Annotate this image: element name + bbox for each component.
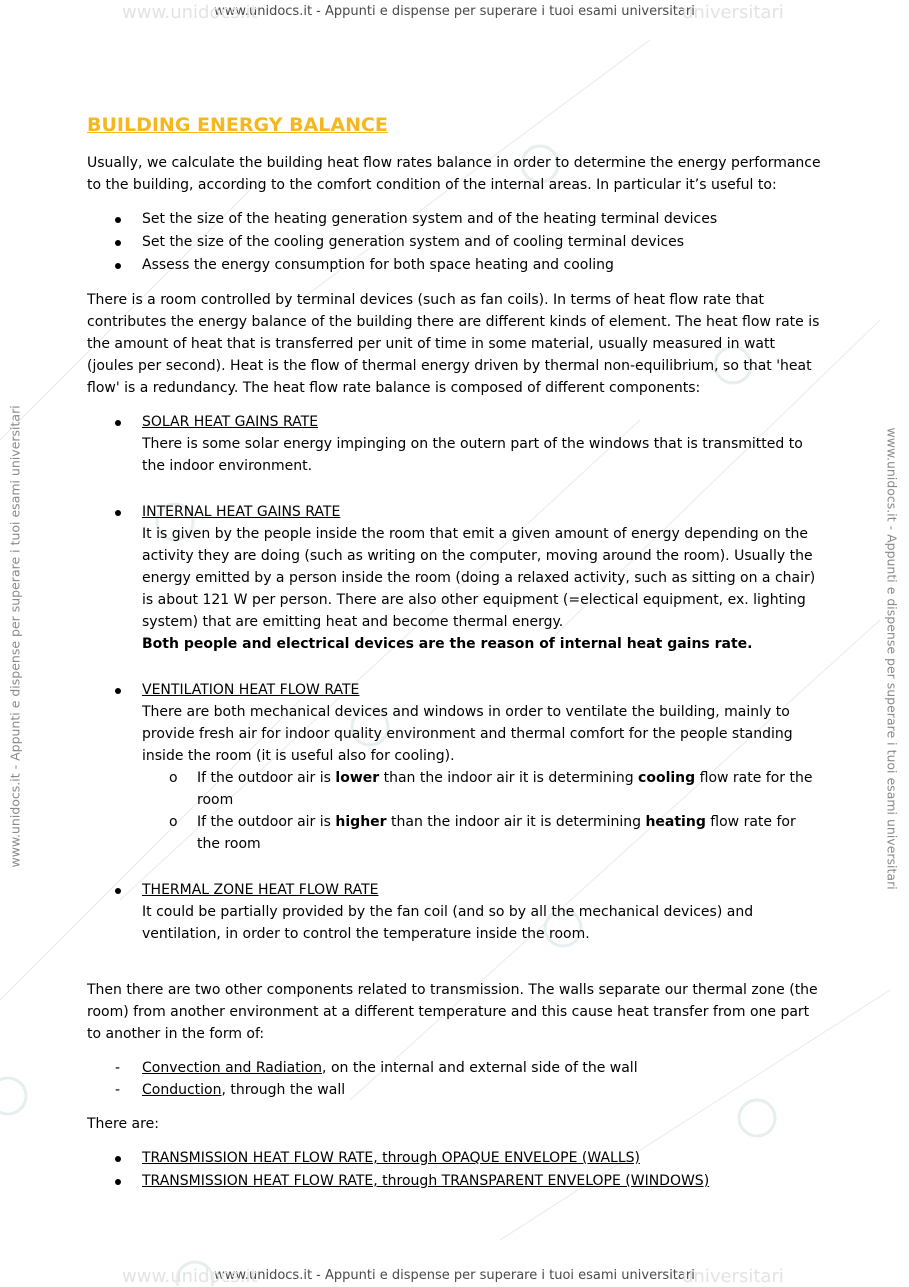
text-run: If the outdoor air is (197, 770, 336, 786)
footer-watermark-text: www.unidocs.it - Appunti e dispense per superare i tuoi esami universitari (214, 1268, 695, 1283)
text-run: lower (335, 770, 380, 786)
term-description: , on the internal and external side of the wall (322, 1060, 638, 1076)
list-item (87, 1057, 822, 1079)
text-run: than the indoor air it is determining (379, 770, 639, 786)
heat-flow-paragraph: There is a room controlled by terminal devices (such as fan coils). In terms of heat flow rate that contributes the energy balance of the building there are different kinds of element. The heat flow rate is the amount of heat that is transferred per unit of time in some material, usually measured in watt (joules per second). Heat is the flow of thermal energy driven by thermal non-equilibrium, so that 'heat flow' is a redundancy. The heat flow rate balance is composed of different components: (87, 292, 820, 396)
text-run: higher (335, 814, 387, 830)
footer-ghost-left: www.unidocs.it (122, 1266, 258, 1287)
circle-bullet-icon: o (169, 770, 178, 786)
list-item: Set the size of the heating generation system and of the heating terminal devices (87, 208, 822, 231)
text-run: flow rate for the room (197, 814, 796, 852)
thermal-zone-section (87, 879, 822, 945)
internal-section (87, 501, 822, 655)
list-item: Assess the energy consumption for both space heating and cooling (87, 254, 822, 277)
text-run: cooling (638, 770, 696, 786)
section-text: It is given by the people inside the room that emit a given amount of energy depending on the activity they are doing (such as writing on the computer, moving around the room). Usually the energy emitted by a person inside the room (doing a relaxed activity, such as sitting on a chair) is about 121 W per person. There are also other equipment (=electical equipment, ex. lighting system) that are emitting heat and become thermal energy. (142, 526, 816, 630)
transmission-list (87, 1147, 822, 1193)
list-item-label: TRANSMISSION HEAT FLOW RATE, through TRANSPARENT ENVELOPE (WINDOWS) (142, 1173, 710, 1189)
right-side-watermark: www.unidocs.it - Appunti e dispense per superare i tuoi esami universitari (884, 427, 900, 890)
solar-section (87, 411, 822, 477)
sub-item-higher (142, 811, 822, 855)
header-watermark (0, 2, 909, 23)
text-run: flow rate for the room (197, 770, 813, 808)
sub-item-lower (142, 767, 822, 811)
footer-ghost-right: universitari (682, 1266, 784, 1287)
dash-bullet: - (115, 1082, 121, 1098)
list-item-label: TRANSMISSION HEAT FLOW RATE, through OPAQUE ENVELOPE (WALLS) (142, 1150, 640, 1166)
list-item (87, 1170, 822, 1193)
transmission-paragraph: Then there are two other components related to transmission. The walls separate our thermal zone (the room) from another environment at a different temperature and this cause heat transfer from one part to another in the form of: (87, 982, 818, 1042)
intro-paragraph: Usually, we calculate the building heat flow rates balance in order to determine the energy performance to the building, according to the comfort condition of the internal areas. In particular it’s useful to: (87, 155, 821, 193)
section-text: It could be partially provided by the fan coil (and so by all the mechanical devices) and ventilation, in order to control the temperature inside the room. (142, 904, 754, 942)
text-run: heating (645, 814, 706, 830)
section-text: There is some solar energy impinging on the outern part of the windows that is transmitted to the indoor environment. (142, 436, 803, 474)
term: Conduction (142, 1082, 222, 1098)
ventilation-section (87, 679, 822, 855)
text-run: If the outdoor air is (197, 814, 336, 830)
section-heading: THERMAL ZONE HEAT FLOW RATE (142, 882, 379, 898)
there-are-label: There are: (87, 1116, 159, 1132)
list-item: Set the size of the cooling generation system and of cooling terminal devices (87, 231, 822, 254)
purpose-list (87, 208, 822, 277)
dash-bullet: - (115, 1060, 121, 1076)
list-item (87, 1147, 822, 1170)
transmission-forms-list (87, 1057, 822, 1101)
header-ghost-right: universitari (682, 2, 784, 23)
section-text: There are both mechanical devices and windows in order to ventilate the building, mainly to provide fresh air for indoor quality environment and thermal comfort for the people standing inside the room (it is useful also for cooling). (142, 704, 793, 764)
section-heading: SOLAR HEAT GAINS RATE (142, 414, 319, 430)
document-body (87, 108, 822, 1205)
left-side-watermark: www.unidocs.it - Appunti e dispense per superare i tuoi esami universitari (7, 405, 23, 868)
text-run: than the indoor air it is determining (386, 814, 646, 830)
term: Convection and Radiation (142, 1060, 323, 1076)
section-heading: INTERNAL HEAT GAINS RATE (142, 504, 341, 520)
circle-bullet-icon: o (169, 814, 178, 830)
header-watermark-text: www.unidocs.it - Appunti e dispense per superare i tuoi esami universitari (214, 4, 695, 19)
term-description: , through the wall (221, 1082, 346, 1098)
page-title: BUILDING ENERGY BALANCE (87, 114, 388, 136)
footer-watermark (0, 1266, 909, 1287)
section-emphasis: Both people and electrical devices are the reason of internal heat gains rate. (142, 636, 753, 652)
list-item (87, 1079, 822, 1101)
header-ghost-left: www.unidocs.it (122, 2, 258, 23)
section-heading: VENTILATION HEAT FLOW RATE (142, 682, 360, 698)
